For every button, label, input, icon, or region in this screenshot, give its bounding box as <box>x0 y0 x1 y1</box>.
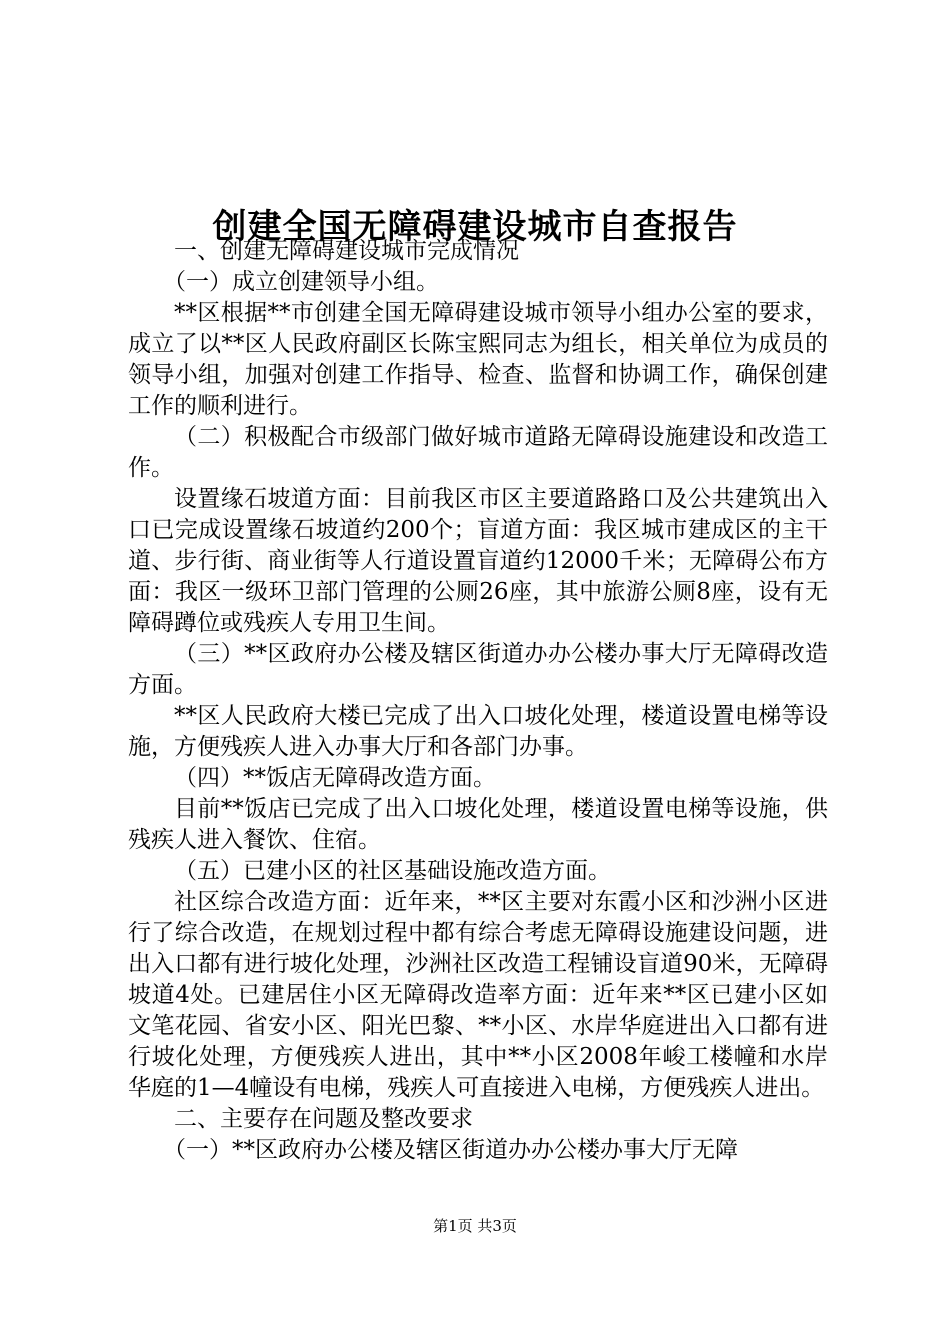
subsection-heading-1-4: （四）**饭店无障碍改造方面。 <box>174 765 496 791</box>
document-body <box>128 236 828 1166</box>
document-title: 创建全国无障碍建设城市自查报告 <box>212 206 738 247</box>
subsection-heading-1-5: （五）已建小区的社区基础设施改造方面。 <box>174 858 611 884</box>
section-heading-1: 一、创建无障碍建设城市完成情况 <box>174 238 519 264</box>
subsection-heading-1-1: （一）成立创建领导小组。 <box>163 269 439 295</box>
section-heading-2: 二、主要存在问题及整改要求 <box>174 1106 473 1132</box>
paragraph: **区根据**市创建全国无障碍建设城市领导小组办公室的要求，成立了以**区人民政府副区长陈宝熙同志为组长，相关单位为成员的领导小组，加强对创建工作指导、检查、监督和协调工作，确保创建工作的顺利进行。 <box>128 300 828 419</box>
paragraph: 目前**饭店已完成了出入口坡化处理，楼道设置电梯等设施，供残疾人进入餐饮、住宿。 <box>128 796 828 853</box>
subsection-heading-2-1: （一）**区政府办公楼及辖区街道办办公楼办事大厅无障 <box>163 1137 738 1163</box>
subsection-heading-1-2: （二）积极配合市级部门做好城市道路无障碍设施建设和改造工作。 <box>128 424 828 481</box>
subsection-heading-1-3: （三）**区政府办公楼及辖区街道办办公楼办事大厅无障碍改造方面。 <box>128 641 828 698</box>
paragraph: **区人民政府大楼已完成了出入口坡化处理，楼道设置电梯等设施，方便残疾人进入办事大厅和各部门办事。 <box>128 703 828 760</box>
paragraph: 设置缘石坡道方面：目前我区市区主要道路路口及公共建筑出入口已完成设置缘石坡道约200个；盲道方面：我区城市建成区的主干道、步行街、商业街等人行道设置盲道约12000千米；无障碍公布方面：我区一级环卫部门管理的公厕26座，其中旅游公厕8座，设有无障碍蹲位或残疾人专用卫生间。 <box>128 486 828 636</box>
paragraph: 社区综合改造方面：近年来，**区主要对东霞小区和沙洲小区进行了综合改造，在规划过程中都有综合考虑无障碍设施建设问题，进出入口都有进行坡化处理，沙洲社区改造工程铺设盲道90米，无障碍坡道4处。已建居住小区无障碍改造率方面：近年来**区已建小区如文笔花园、省安小区、阳光巴黎、**小区、水岸华庭进出入口都有进行坡化处理，方便残疾人进出，其中**小区2008年峻工楼幢和水岸华庭的1—4幢设有电梯，残疾人可直接进入电梯，方便残疾人进出。 <box>128 889 828 1101</box>
page-footer: 第1页 共3页 <box>433 1217 517 1235</box>
